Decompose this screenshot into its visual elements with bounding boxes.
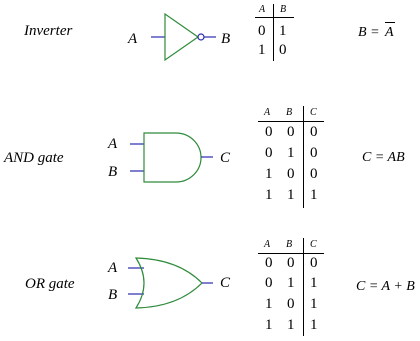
or-cell: 0: [265, 275, 273, 291]
inverter-cell: 1: [279, 23, 287, 39]
and-cell: 0: [265, 124, 273, 140]
or-input-b-label: B: [108, 287, 118, 303]
or-cell: 1: [265, 296, 273, 312]
or-cell: 1: [287, 317, 295, 333]
and-cell: 1: [265, 166, 273, 182]
or-gate-body: [136, 258, 202, 308]
and-output-label: C: [220, 150, 231, 166]
and-cell: 1: [287, 187, 295, 203]
inverter-eq-lhs: B: [358, 25, 367, 40]
and-th-a: A: [264, 107, 271, 118]
inverter-cell: 0: [258, 23, 266, 39]
and-gate-name: AND gate: [4, 150, 64, 166]
or-th-a: A: [264, 239, 271, 250]
inverter-output-label: B: [221, 31, 231, 47]
or-table-rule: [258, 253, 324, 254]
inverter-th-a: A: [259, 4, 266, 15]
and-th-b: B: [286, 107, 293, 118]
and-cell: 0: [310, 166, 318, 182]
or-cell: 1: [287, 275, 295, 291]
or-cell: 0: [287, 296, 295, 312]
inverter-cell: 1: [258, 42, 266, 58]
and-cell: 1: [310, 187, 318, 203]
or-input-a-label: A: [108, 260, 118, 276]
and-th-c: C: [310, 107, 317, 118]
and-cell: 0: [310, 145, 318, 161]
inverter-input-label: A: [128, 31, 138, 47]
or-cell: 0: [287, 255, 295, 271]
and-cell: 0: [265, 145, 273, 161]
and-input-a-label: A: [108, 136, 118, 152]
or-cell: 0: [310, 255, 318, 271]
or-th-b: B: [286, 239, 293, 250]
and-cell: 0: [287, 124, 295, 140]
inverter-eq-rhs: A: [385, 25, 394, 40]
or-cell: 1: [310, 317, 318, 333]
inverter-eq-op: =: [371, 25, 379, 40]
or-cell: 1: [265, 317, 273, 333]
inverter-cell: 0: [279, 42, 287, 58]
or-cell: 1: [310, 275, 318, 291]
and-cell: 0: [310, 124, 318, 140]
and-input-b-label: B: [108, 164, 118, 180]
and-cell: 0: [287, 166, 295, 182]
or-gate-name: OR gate: [25, 276, 75, 292]
or-cell: 0: [265, 255, 273, 271]
or-cell: 1: [310, 296, 318, 312]
and-cell: 1: [265, 187, 273, 203]
or-table-divider: [303, 238, 304, 336]
inverter-name: Inverter: [24, 23, 73, 39]
and-equation: C = AB: [362, 150, 405, 165]
or-th-c: C: [310, 239, 317, 250]
inverter-th-b: B: [280, 4, 287, 15]
and-cell: 1: [287, 145, 295, 161]
or-output-label: C: [220, 275, 231, 291]
or-equation: C = A + B: [356, 279, 415, 294]
